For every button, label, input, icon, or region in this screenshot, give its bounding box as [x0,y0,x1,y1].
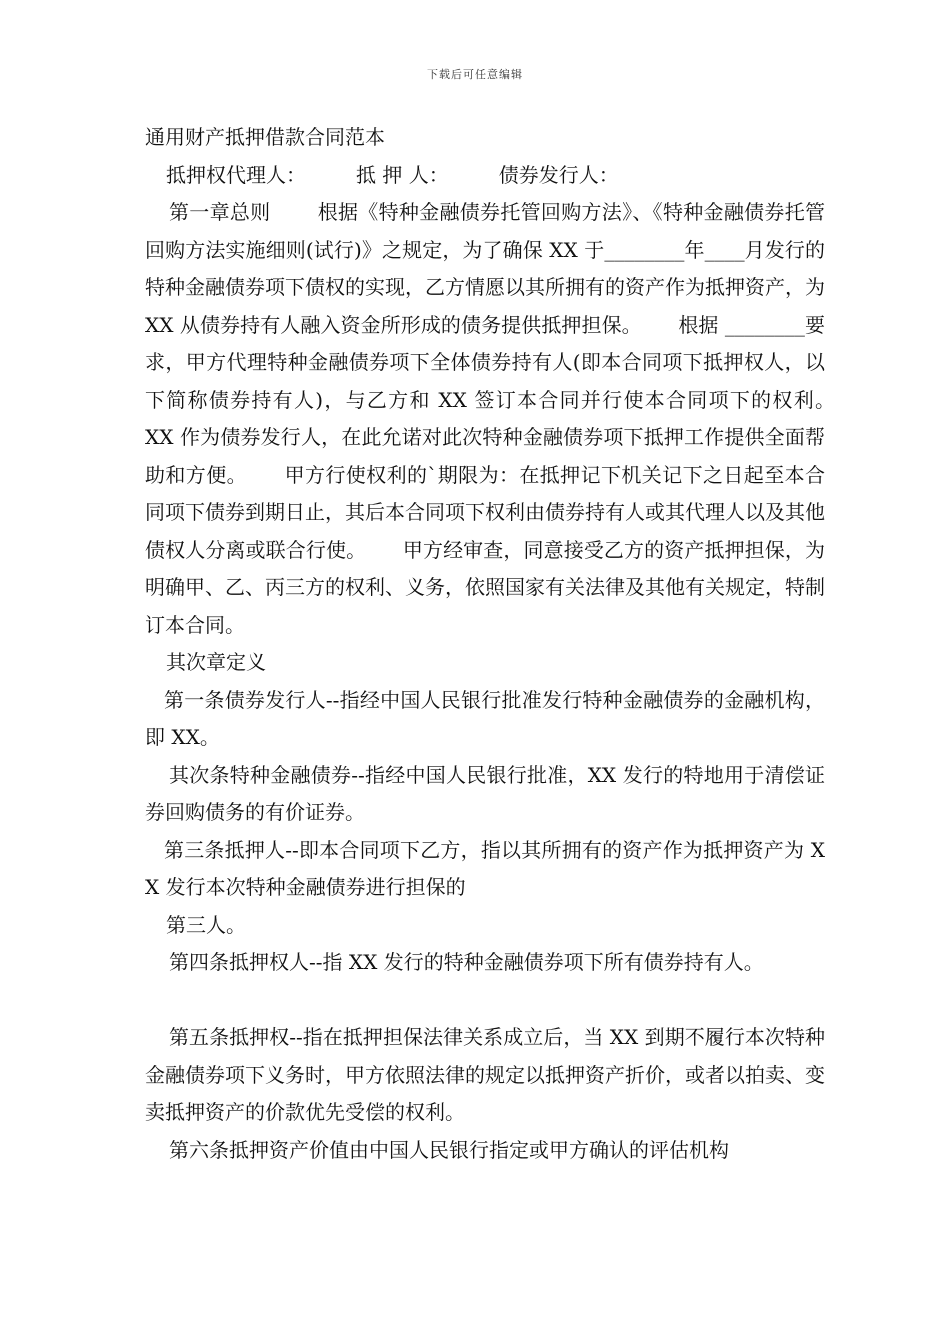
article-6: 第六条抵押资产价值由中国人民银行指定或甲方确认的评估机构 [169,1137,729,1162]
document-body [145,119,872,1169]
article-1: 第一条债券发行人--指经中国人民银行批准发行特种金融债券的金融机构，即 XX。 [145,687,825,749]
chapter1-paragraph: 第一章总则 根据《特种金融债券托管回购方法》、《特种金融债券托管回购方法实施细则(试行)》之规定，为了确保 XX 于________年____月发行的特种金融债券项下债权的实现，乙方情愿以其所拥有的资产作为抵押资产，为 XX 从债券持有人融入资金所形成的债务提供抵押担保。 根据 ________要求，甲方代理特种金融债券项下全体债券持有人(即本合同项下抵押权人，以下简称债券持有人)，与乙方和 XX 签订本合同并行使本合同项下的权利。 XX 作为债券发行人，在此允诺对此次特种金融债券项下抵押工作提供全面帮助和方便。 甲方行使权利的`期限为：在抵押记下机关记下之日起至本合同项下债券到期日止，其后本合同项下权利由债券持有人或其代理人以及其他债权人分离或联合行使。 甲方经审查，同意接受乙方的资产抵押担保，为明确甲、乙、丙三方的权利、义务，依照国家有关法律及其他有关规定，特制订本合同。 [145,200,872,637]
article-5: 第五条抵押权--指在抵押担保法律关系成立后，当 XX 到期不履行本次特种金融债券项下义务时，甲方依照法律的规定以抵押资产折价，或者以拍卖、变卖抵押资产的价款优先受偿的权利。 [145,1025,825,1124]
article-2: 其次条特种金融债券--指经中国人民银行批准，XX 发行的特地用于清偿证券回购债务的有价证券。 [145,762,825,824]
article-4: 第四条抵押权人--指 XX 发行的特种金融债券项下所有债券持有人。 [169,950,764,974]
page-header-note: 下载后可任意编辑 [427,68,523,81]
parties-line: 抵押权代理人： 抵 押 人： 债券发行人： [166,162,619,187]
blank-line [145,982,825,1020]
article-3-continued: 第三人。 [166,912,246,937]
chapter2-title: 其次章定义 [166,650,266,674]
article-3: 第三条抵押人--即本合同项下乙方，指以其所拥有的资产作为抵押资产为 XX 发行本次特种金融债券进行担保的 [145,837,825,899]
document-title: 通用财产抵押借款合同范本 [145,125,385,149]
